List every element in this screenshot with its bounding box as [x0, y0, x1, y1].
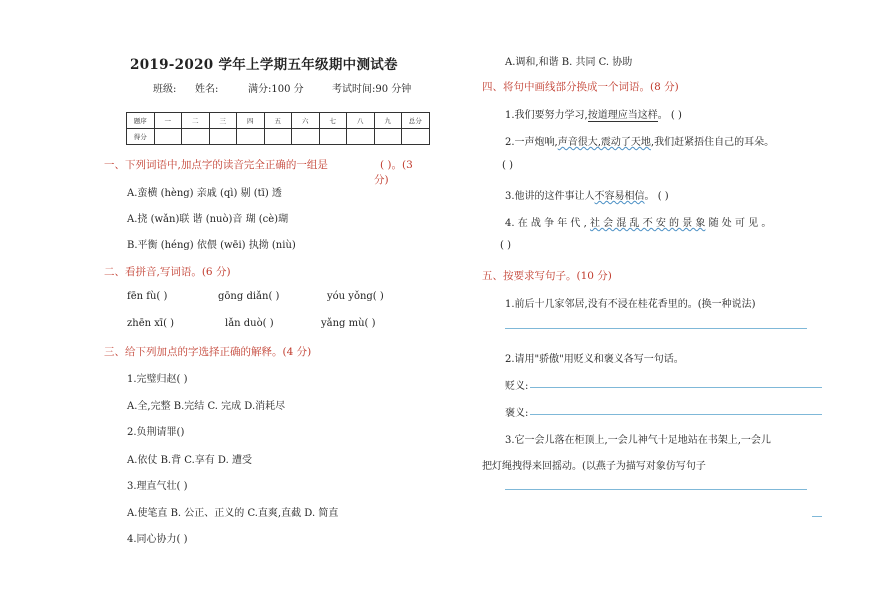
pinyin-1[interactable]: fēn fù( ) [127, 291, 168, 302]
s5-q3-answer-line[interactable] [505, 489, 807, 490]
score-header-cell: 五 [264, 113, 292, 129]
section-1-paren: ( )。(3 [380, 159, 413, 171]
s5-q2-derogatory-label: 贬义: [505, 381, 529, 392]
exam-time: 考试时间:90 分钟 [332, 84, 412, 95]
score-table-score-row [127, 129, 430, 145]
pinyin-4[interactable]: zhēn xī( ) [127, 318, 175, 329]
score-header-cell: 九 [374, 113, 402, 129]
full-score: 满分:100 分 [248, 84, 304, 95]
class-label: 班级: [153, 84, 177, 95]
exam-title: 2019-2020 学年上学期五年级期中测试卷 [130, 57, 398, 73]
s4-q1-answer[interactable]: 。 ( ) [657, 110, 682, 121]
score-header-cell: 三 [209, 113, 237, 129]
score-cell[interactable] [237, 129, 265, 145]
s4-q3-text: 3.他讲的这件事让人 [505, 191, 595, 202]
score-header-cell: 总分 [402, 113, 430, 129]
section-2-title: 二、看拼音,写词语。(6 分) [104, 266, 231, 278]
s5-q2-derogatory-line[interactable] [530, 387, 822, 388]
pinyin-3[interactable]: yóu yǒng( ) [327, 291, 384, 302]
score-table [126, 112, 430, 145]
score-cell[interactable] [182, 129, 210, 145]
s5-q1-answer-line[interactable] [505, 328, 807, 329]
s3-options-4: A.调和,和谐 B. 共同 C. 协助 [505, 57, 633, 68]
score-row-label: 得分 [127, 129, 155, 145]
score-cell[interactable] [347, 129, 375, 145]
score-header-cell: 二 [182, 113, 210, 129]
section-5-title: 五、按要求写句子。(10 分) [482, 270, 612, 282]
s4-question-1 [505, 106, 682, 121]
watermark [380, 183, 539, 342]
s5-q2-commendatory-line[interactable] [530, 414, 822, 415]
s5-question-2: 2.请用"骄傲"用贬义和褒义各写一句话。 [505, 354, 684, 365]
score-cell[interactable] [374, 129, 402, 145]
s5-question-3-line2: 把灯绳拽得来回摇动。(以燕子为描写对象仿写句子 [482, 461, 706, 472]
score-header-cell: 四 [237, 113, 265, 129]
s4-q4-text: 4. 在 战 争 年 代 , [505, 218, 590, 229]
s4-q1-text: 1.我们要努力学习, [505, 110, 588, 121]
score-cell[interactable] [319, 129, 347, 145]
s3-question-4: 4.同心协力( ) [127, 534, 188, 545]
pinyin-6[interactable]: yǎng mù( ) [321, 318, 376, 329]
score-cell[interactable] [292, 129, 320, 145]
section-1-title: 一、下列词语中,加点字的读音完全正确的一组是 [104, 159, 328, 171]
score-header-cell: 题序 [127, 113, 155, 129]
s4-q3-underlined: 不容易相信 [594, 191, 645, 202]
score-header-cell: 七 [319, 113, 347, 129]
pinyin-5[interactable]: lǎn duò( ) [225, 318, 274, 329]
s4-q2-answer[interactable]: ( ) [502, 160, 513, 171]
s1-option-c: B.平衡 (héng) 依偎 (wēi) 执拗 (niù) [127, 240, 296, 251]
s4-q2-text-end: ,我们赶紧捂住自己的耳朵。 [650, 137, 775, 148]
score-cell[interactable] [264, 129, 292, 145]
s4-q4-text-end: 随 处 可 见 。 [705, 218, 772, 229]
s4-question-2 [505, 133, 774, 148]
s5-question-1: 1.前后十几家邻居,没有不浸在桂花香里的。(换一种说法) [505, 299, 756, 310]
score-cell[interactable] [154, 129, 182, 145]
s3-options-1: A.全,完整 B.完结 C. 完成 D.消耗尽 [127, 401, 286, 412]
s4-q3-answer[interactable]: 。 ( ) [644, 191, 669, 202]
s1-option-a: A.蛮横 (hèng) 亲戚 (qì) 剔 (tī) 透 [127, 188, 282, 199]
score-table-header-row [127, 113, 430, 129]
score-cell[interactable] [402, 129, 430, 145]
score-header-cell: 六 [292, 113, 320, 129]
s3-question-1: 1.完璧归赵( ) [127, 374, 188, 385]
pinyin-2[interactable]: gōng diǎn( ) [218, 291, 280, 302]
name-label: 姓名: [195, 84, 219, 95]
s5-q2-commendatory-label: 褒义: [505, 408, 529, 419]
s5-q3-answer-line-end[interactable] [812, 516, 822, 517]
s4-q2-underlined: 声音很大,震动了天地 [557, 137, 651, 148]
s4-q1-underlined: 按道理应当这样 [587, 110, 658, 121]
s4-q2-text: 2.一声炮响, [505, 137, 558, 148]
s4-q4-underlined: 社 会 混 乱 不 安 的 景 象 [589, 218, 706, 229]
s3-question-2: 2.负荆请罪() [127, 427, 185, 438]
s5-question-3-line1: 3.它一会儿落在柜顶上,一会儿神气十足地站在书架上,一会儿 [505, 435, 771, 446]
score-header-cell: 一 [154, 113, 182, 129]
s4-q4-answer[interactable]: ( ) [500, 240, 511, 251]
s3-question-3: 3.理直气壮( ) [127, 481, 188, 492]
s3-options-3: A.使笔直 B. 公正、正义的 C.直爽,直截 D. 简直 [127, 508, 339, 519]
s4-question-4 [505, 214, 771, 229]
s3-options-2: A.依仗 B.背 C.享有 D. 遭受 [127, 455, 252, 466]
section-4-title: 四、将句中画线部分换成一个词语。(8 分) [482, 81, 679, 93]
section-1-paren-cont: 分) [374, 174, 389, 186]
score-header-cell: 八 [347, 113, 375, 129]
score-cell[interactable] [209, 129, 237, 145]
section-3-title: 三、给下列加点的字选择正确的解释。(4 分) [104, 346, 312, 358]
s1-option-b: A.挠 (wǎn)联 谐 (nuò)音 瑚 (cè)瑚 [127, 214, 289, 225]
